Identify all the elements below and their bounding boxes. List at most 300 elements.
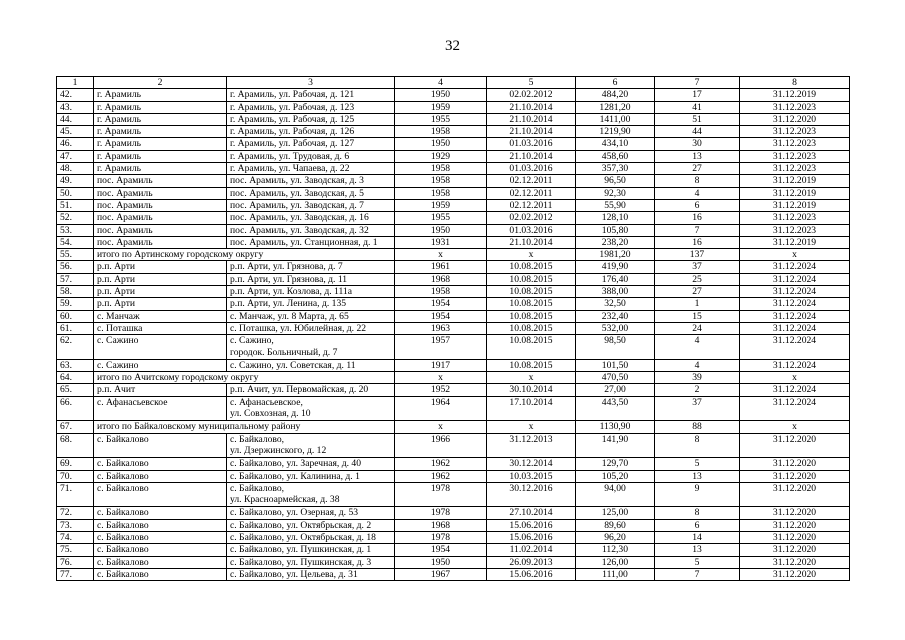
table-row: [57, 482, 850, 507]
year-cell: 1950: [395, 138, 487, 150]
count-cell: 8: [655, 433, 740, 458]
count-cell: 25: [655, 273, 740, 285]
address-line: с. Байкалово, ул. Октябрьская, д. 2: [230, 519, 372, 531]
address-line: ул. Красноармейская, д. 38: [230, 494, 340, 506]
area-cell: 1219,90: [576, 126, 655, 138]
address-line: г. Арамиль, ул. Рабочая, д. 127: [230, 138, 355, 150]
address-line: с. Байкалово, ул. Пушкинская, д. 1: [230, 544, 372, 556]
date-cell: 02.12.2011: [487, 187, 576, 199]
deadline-cell: x: [740, 372, 850, 384]
address-line: г. Арамиль, ул. Рабочая, д. 126: [230, 126, 355, 138]
date-cell: 17.10.2014: [487, 396, 576, 421]
year-cell: 1978: [395, 531, 487, 543]
settlement-cell: г. Арамиль: [94, 113, 227, 125]
table-row: [57, 507, 850, 519]
settlement-cell: с. Байкалово: [94, 458, 227, 470]
address-line: с. Байкалово, ул. Озерная, д. 53: [230, 507, 359, 519]
deadline-cell: 31.12.2020: [740, 556, 850, 568]
row-number-cell: 72.: [57, 507, 94, 519]
address-line: р.п. Арти, ул. Грязнова, д. 11: [230, 273, 348, 285]
address-line: с. Афанасьевское,: [230, 396, 303, 408]
date-cell: 15.06.2016: [487, 531, 576, 543]
address-line: г. Арамиль, ул. Трудовая, д. 6: [230, 150, 350, 162]
count-cell: 8: [655, 507, 740, 519]
total-label-cell: итого по Ачитскому городскому округу: [94, 372, 395, 384]
area-cell: 458,60: [576, 150, 655, 162]
table-row: [57, 310, 850, 322]
settlement-cell: с. Манчаж: [94, 310, 227, 322]
table-row: [57, 544, 850, 556]
row-number-cell: 77.: [57, 568, 94, 580]
deadline-cell: 31.12.2024: [740, 322, 850, 334]
table-row: [57, 175, 850, 187]
date-cell: 01.03.2016: [487, 138, 576, 150]
deadline-cell: 31.12.2020: [740, 113, 850, 125]
table-row: [57, 531, 850, 543]
year-cell: 1968: [395, 273, 487, 285]
area-cell: 98,50: [576, 335, 655, 360]
count-cell: 44: [655, 126, 740, 138]
year-cell: 1978: [395, 482, 487, 507]
page-number: 32: [445, 38, 460, 54]
row-number-cell: 69.: [57, 458, 94, 470]
date-cell: 10.08.2015: [487, 359, 576, 371]
settlement-cell: пос. Арамиль: [94, 175, 227, 187]
count-cell: 7: [655, 568, 740, 580]
address-cell: [227, 224, 395, 236]
date-cell: 10.08.2015: [487, 322, 576, 334]
date-cell: 21.10.2014: [487, 113, 576, 125]
address-line: с. Байкалово,: [230, 433, 285, 445]
address-cell: [227, 384, 395, 396]
date-cell: 15.06.2016: [487, 519, 576, 531]
address-line: с. Манчаж, ул. 8 Марта, д. 65: [230, 310, 349, 322]
date-cell: 21.10.2014: [487, 236, 576, 248]
table-row: [57, 322, 850, 334]
deadline-cell: 31.12.2020: [740, 470, 850, 482]
area-cell: 32,50: [576, 298, 655, 310]
date-cell: 10.08.2015: [487, 310, 576, 322]
table-header-row: [57, 77, 850, 89]
year-cell: 1978: [395, 507, 487, 519]
address-cell: [227, 138, 395, 150]
settlement-cell: с. Байкалово: [94, 470, 227, 482]
year-cell: 1959: [395, 101, 487, 113]
row-number-cell: 47.: [57, 150, 94, 162]
date-cell: x: [487, 249, 576, 261]
address-line: р.п. Арти, ул. Ленина, д. 135: [230, 298, 347, 310]
address-line: с. Байкалово, ул. Цельева, д. 31: [230, 568, 358, 580]
count-cell: 4: [655, 335, 740, 360]
address-cell: [227, 175, 395, 187]
area-cell: 388,00: [576, 286, 655, 298]
table-row: [57, 433, 850, 458]
count-cell: 13: [655, 470, 740, 482]
settlement-cell: с. Сажино: [94, 359, 227, 371]
year-cell: x: [395, 372, 487, 384]
deadline-cell: 31.12.2020: [740, 458, 850, 470]
address-cell: [227, 236, 395, 248]
address-line: с. Байкалово,: [230, 482, 285, 494]
year-cell: 1958: [395, 187, 487, 199]
row-number-cell: 45.: [57, 126, 94, 138]
row-number-cell: 66.: [57, 396, 94, 421]
date-cell: x: [487, 421, 576, 433]
count-cell: 17: [655, 89, 740, 101]
deadline-cell: 31.12.2020: [740, 531, 850, 543]
settlement-cell: с. Поташка: [94, 322, 227, 334]
deadline-cell: 31.12.2024: [740, 359, 850, 371]
deadline-cell: 31.12.2024: [740, 273, 850, 285]
address-line: с. Сажино,: [230, 335, 274, 347]
settlement-cell: с. Байкалово: [94, 531, 227, 543]
address-line: с. Байкалово, ул. Калинина, д. 1: [230, 470, 360, 482]
row-number-cell: 53.: [57, 224, 94, 236]
area-cell: 129,70: [576, 458, 655, 470]
table-row: [57, 556, 850, 568]
area-cell: 443,50: [576, 396, 655, 421]
address-line: г. Арамиль, ул. Рабочая, д. 121: [230, 89, 355, 101]
settlement-cell: г. Арамиль: [94, 126, 227, 138]
address-line: пос. Арамиль, ул. Заводская, д. 32: [230, 224, 369, 236]
table-row: [57, 224, 850, 236]
area-cell: 470,50: [576, 372, 655, 384]
settlement-cell: с. Сажино: [94, 335, 227, 360]
address-cell: [227, 273, 395, 285]
count-cell: 14: [655, 531, 740, 543]
settlement-cell: р.п. Ачит: [94, 384, 227, 396]
row-number-cell: 75.: [57, 544, 94, 556]
table-row: [57, 335, 850, 360]
row-number-cell: 52.: [57, 212, 94, 224]
date-cell: 01.03.2016: [487, 224, 576, 236]
area-cell: 141,90: [576, 433, 655, 458]
deadline-cell: 31.12.2023: [740, 138, 850, 150]
date-cell: 11.02.2014: [487, 544, 576, 556]
deadline-cell: 31.12.2024: [740, 396, 850, 421]
row-number-cell: 58.: [57, 286, 94, 298]
settlement-cell: пос. Арамиль: [94, 236, 227, 248]
deadline-cell: 31.12.2019: [740, 199, 850, 211]
year-cell: 1950: [395, 224, 487, 236]
row-number-cell: 59.: [57, 298, 94, 310]
year-cell: 1955: [395, 212, 487, 224]
area-cell: 1281,20: [576, 101, 655, 113]
deadline-cell: 31.12.2023: [740, 126, 850, 138]
address-cell: [227, 298, 395, 310]
area-cell: 27,00: [576, 384, 655, 396]
count-cell: 2: [655, 384, 740, 396]
address-cell: [227, 482, 395, 507]
deadline-cell: 31.12.2024: [740, 310, 850, 322]
address-line: с. Байкалово, ул. Заречная, д. 40: [230, 458, 361, 470]
count-cell: 13: [655, 150, 740, 162]
count-cell: 24: [655, 322, 740, 334]
column-header: 7: [655, 77, 740, 89]
table-row: [57, 298, 850, 310]
address-line: р.п. Арти, ул. Грязнова, д. 7: [230, 261, 343, 273]
date-cell: 21.10.2014: [487, 101, 576, 113]
address-cell: [227, 199, 395, 211]
area-cell: 1411,00: [576, 113, 655, 125]
year-cell: 1959: [395, 199, 487, 211]
year-cell: 1917: [395, 359, 487, 371]
deadline-cell: 31.12.2023: [740, 163, 850, 175]
table-row: [57, 150, 850, 162]
year-cell: 1954: [395, 544, 487, 556]
date-cell: 10.03.2015: [487, 470, 576, 482]
address-cell: [227, 359, 395, 371]
count-cell: 9: [655, 482, 740, 507]
table-row: [57, 261, 850, 273]
row-number-cell: 57.: [57, 273, 94, 285]
count-cell: 8: [655, 175, 740, 187]
area-cell: 1981,20: [576, 249, 655, 261]
address-line: пос. Арамиль, ул. Заводская, д. 5: [230, 187, 364, 199]
row-number-cell: 50.: [57, 187, 94, 199]
area-cell: 105,80: [576, 224, 655, 236]
row-number-cell: 74.: [57, 531, 94, 543]
year-cell: 1957: [395, 335, 487, 360]
year-cell: 1967: [395, 568, 487, 580]
column-header: 6: [576, 77, 655, 89]
settlement-cell: с. Байкалово: [94, 568, 227, 580]
settlement-cell: г. Арамиль: [94, 150, 227, 162]
settlement-cell: с. Афанасьевское: [94, 396, 227, 421]
year-cell: 1955: [395, 113, 487, 125]
address-cell: [227, 556, 395, 568]
address-line: г. Арамиль, ул. Рабочая, д. 123: [230, 101, 355, 113]
settlement-cell: пос. Арамиль: [94, 199, 227, 211]
deadline-cell: x: [740, 249, 850, 261]
deadline-cell: 31.12.2019: [740, 175, 850, 187]
table-row: [57, 113, 850, 125]
area-cell: 357,30: [576, 163, 655, 175]
area-cell: 176,40: [576, 273, 655, 285]
deadline-cell: 31.12.2020: [740, 433, 850, 458]
count-cell: 7: [655, 224, 740, 236]
date-cell: 10.08.2015: [487, 286, 576, 298]
address-cell: [227, 163, 395, 175]
row-number-cell: 46.: [57, 138, 94, 150]
address-cell: [227, 89, 395, 101]
year-cell: 1958: [395, 175, 487, 187]
address-cell: [227, 322, 395, 334]
row-number-cell: 44.: [57, 113, 94, 125]
table-row: [57, 396, 850, 421]
area-cell: 89,60: [576, 519, 655, 531]
row-number-cell: 55.: [57, 249, 94, 261]
date-cell: 31.12.2013: [487, 433, 576, 458]
table-row: [57, 163, 850, 175]
count-cell: 6: [655, 519, 740, 531]
count-cell: 5: [655, 458, 740, 470]
address-cell: [227, 433, 395, 458]
row-number-cell: 76.: [57, 556, 94, 568]
address-cell: [227, 187, 395, 199]
settlement-cell: р.п. Арти: [94, 273, 227, 285]
settlement-cell: пос. Арамиль: [94, 187, 227, 199]
date-cell: 02.12.2011: [487, 199, 576, 211]
row-number-cell: 67.: [57, 421, 94, 433]
area-cell: 238,20: [576, 236, 655, 248]
deadline-cell: 31.12.2024: [740, 261, 850, 273]
address-line: г. Арамиль, ул. Чапаева, д. 22: [230, 163, 350, 175]
address-cell: [227, 261, 395, 273]
count-cell: 4: [655, 187, 740, 199]
count-cell: 51: [655, 113, 740, 125]
count-cell: 37: [655, 396, 740, 421]
table-row: [57, 236, 850, 248]
address-cell: [227, 458, 395, 470]
table-row: [57, 286, 850, 298]
area-cell: 94,00: [576, 482, 655, 507]
area-cell: 232,40: [576, 310, 655, 322]
address-cell: [227, 519, 395, 531]
date-cell: 30.10.2014: [487, 384, 576, 396]
address-line: с. Байкалово, ул. Пушкинская, д. 3: [230, 556, 372, 568]
settlement-cell: г. Арамиль: [94, 138, 227, 150]
address-line: городок. Больничный, д. 7: [230, 346, 338, 358]
year-cell: 1929: [395, 150, 487, 162]
deadline-cell: 31.12.2024: [740, 335, 850, 360]
deadline-cell: 31.12.2020: [740, 568, 850, 580]
date-cell: 30.12.2014: [487, 458, 576, 470]
area-cell: 105,20: [576, 470, 655, 482]
count-cell: 88: [655, 421, 740, 433]
count-cell: 27: [655, 286, 740, 298]
settlement-cell: с. Байкалово: [94, 482, 227, 507]
count-cell: 13: [655, 544, 740, 556]
date-cell: 02.12.2011: [487, 175, 576, 187]
total-row: [57, 421, 850, 433]
address-line: с. Поташка, ул. Юбилейная, д. 22: [230, 322, 367, 334]
year-cell: x: [395, 421, 487, 433]
count-cell: 15: [655, 310, 740, 322]
area-cell: 55,90: [576, 199, 655, 211]
year-cell: 1964: [395, 396, 487, 421]
row-number-cell: 62.: [57, 335, 94, 360]
area-cell: 419,90: [576, 261, 655, 273]
row-number-cell: 65.: [57, 384, 94, 396]
area-cell: 1130,90: [576, 421, 655, 433]
count-cell: 6: [655, 199, 740, 211]
row-number-cell: 68.: [57, 433, 94, 458]
deadline-cell: 31.12.2024: [740, 286, 850, 298]
year-cell: 1954: [395, 310, 487, 322]
date-cell: 10.08.2015: [487, 261, 576, 273]
year-cell: 1958: [395, 163, 487, 175]
row-number-cell: 71.: [57, 482, 94, 507]
table-row: [57, 212, 850, 224]
area-cell: 92,30: [576, 187, 655, 199]
address-cell: [227, 470, 395, 482]
date-cell: 10.08.2015: [487, 273, 576, 285]
date-cell: 15.06.2016: [487, 568, 576, 580]
date-cell: 10.08.2015: [487, 335, 576, 360]
settlement-cell: г. Арамиль: [94, 89, 227, 101]
table-row: [57, 470, 850, 482]
address-line: пос. Арамиль, ул. Заводская, д. 7: [230, 199, 364, 211]
count-cell: 137: [655, 249, 740, 261]
total-label-cell: итого по Артинскому городскому округу: [94, 249, 395, 261]
deadline-cell: 31.12.2023: [740, 224, 850, 236]
total-label-cell: итого по Байкаловскому муниципальному району: [94, 421, 395, 433]
deadline-cell: 31.12.2023: [740, 212, 850, 224]
year-cell: x: [395, 249, 487, 261]
column-header: 4: [395, 77, 487, 89]
date-cell: x: [487, 372, 576, 384]
deadline-cell: 31.12.2019: [740, 187, 850, 199]
settlement-cell: г. Арамиль: [94, 163, 227, 175]
row-number-cell: 64.: [57, 372, 94, 384]
deadline-cell: 31.12.2024: [740, 298, 850, 310]
count-cell: 1: [655, 298, 740, 310]
housing-table: [56, 76, 850, 581]
address-cell: [227, 286, 395, 298]
date-cell: 21.10.2014: [487, 150, 576, 162]
count-cell: 39: [655, 372, 740, 384]
count-cell: 41: [655, 101, 740, 113]
row-number-cell: 43.: [57, 101, 94, 113]
row-number-cell: 63.: [57, 359, 94, 371]
row-number-cell: 73.: [57, 519, 94, 531]
date-cell: 01.03.2016: [487, 163, 576, 175]
deadline-cell: x: [740, 421, 850, 433]
year-cell: 1966: [395, 433, 487, 458]
table-row: [57, 199, 850, 211]
settlement-cell: с. Байкалово: [94, 544, 227, 556]
table-row: [57, 384, 850, 396]
year-cell: 1954: [395, 298, 487, 310]
address-line: пос. Арамиль, ул. Заводская, д. 3: [230, 175, 364, 187]
column-header: 3: [227, 77, 395, 89]
address-cell: [227, 396, 395, 421]
address-line: р.п. Арти, ул. Козлова, д. 111а: [230, 286, 352, 298]
count-cell: 16: [655, 212, 740, 224]
area-cell: 96,50: [576, 175, 655, 187]
row-number-cell: 70.: [57, 470, 94, 482]
table-row: [57, 458, 850, 470]
address-line: г. Арамиль, ул. Рабочая, д. 125: [230, 113, 355, 125]
address-cell: [227, 568, 395, 580]
date-cell: 02.02.2012: [487, 212, 576, 224]
deadline-cell: 31.12.2023: [740, 101, 850, 113]
count-cell: 30: [655, 138, 740, 150]
area-cell: 126,00: [576, 556, 655, 568]
address-cell: [227, 310, 395, 322]
table-row: [57, 101, 850, 113]
address-cell: [227, 113, 395, 125]
address-line: с. Сажино, ул. Советская, д. 11: [230, 359, 356, 371]
row-number-cell: 51.: [57, 199, 94, 211]
year-cell: 1958: [395, 126, 487, 138]
address-cell: [227, 335, 395, 360]
table-row: [57, 273, 850, 285]
area-cell: 112,30: [576, 544, 655, 556]
address-cell: [227, 150, 395, 162]
date-cell: 27.10.2014: [487, 507, 576, 519]
count-cell: 4: [655, 359, 740, 371]
column-header: 2: [94, 77, 227, 89]
table-row: [57, 568, 850, 580]
row-number-cell: 49.: [57, 175, 94, 187]
year-cell: 1952: [395, 384, 487, 396]
area-cell: 434,10: [576, 138, 655, 150]
count-cell: 37: [655, 261, 740, 273]
row-number-cell: 42.: [57, 89, 94, 101]
date-cell: 21.10.2014: [487, 126, 576, 138]
